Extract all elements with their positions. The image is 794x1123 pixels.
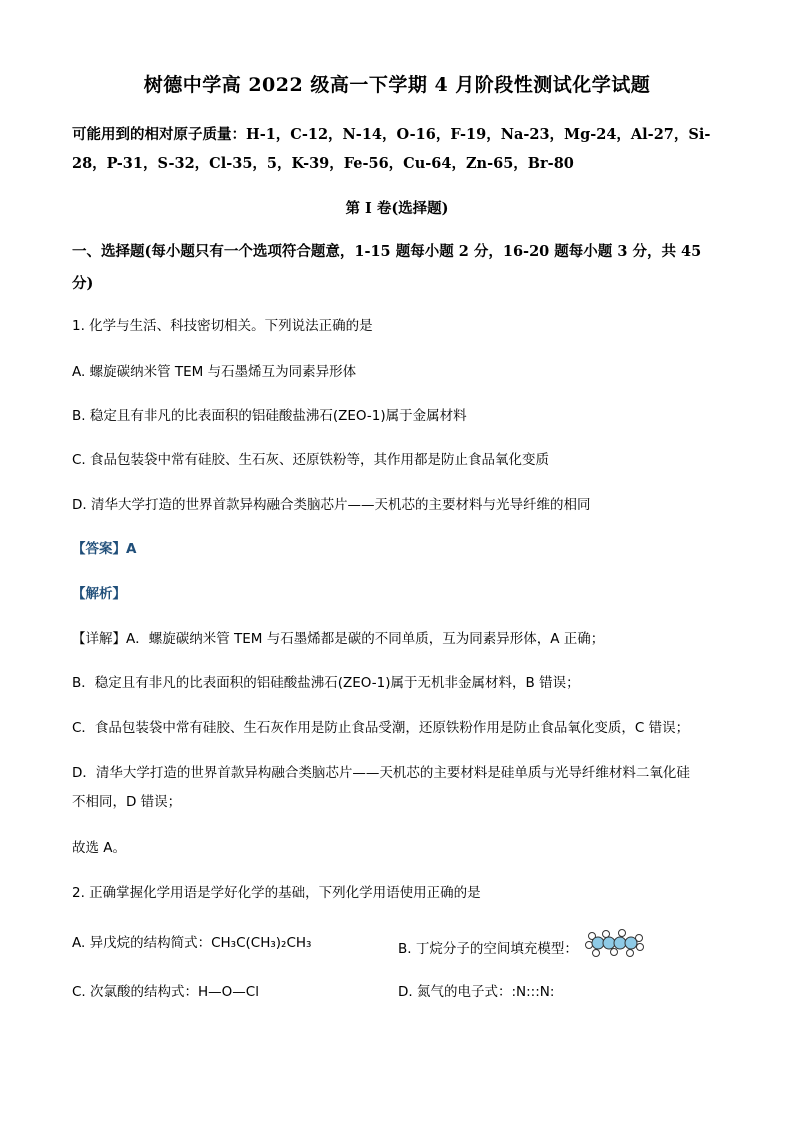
- q1-answer: 【答案】A: [72, 541, 137, 557]
- q2-option-c-formula: H—O—Cl: [198, 984, 259, 1000]
- page-title: 树德中学高 2022 级高一下学期 4 月阶段性测试化学试题: [143, 74, 651, 96]
- q1-detail-c: C．食品包装袋中常有硅胶、生石灰作用是防止食品受潮，还原铁粉作用是防止食品氧化变质，C 错误；: [72, 720, 690, 736]
- q2-option-d-formula: :N:::N:: [511, 984, 555, 1000]
- q2-option-d-label: D. 氮气的电子式：: [398, 984, 512, 1000]
- q1-option-b: B. 稳定且有非凡的比表面积的铝硅酸盐沸石(ZEO-1)属于金属材料: [72, 408, 467, 424]
- atomic-mass-line-1: 可能用到的相对原子质量：H-1，C-12，N-14，O-16，F-19，Na-23，Mg-24，Al-27，Si-: [72, 126, 711, 143]
- atomic-mass-line-2: 28，P-31，S-32，Cl-35，5，K-39，Fe-56，Cu-64，Zn-65，Br-80: [72, 155, 574, 172]
- q2-stem: 2. 正确掌握化学用语是学好化学的基础，下列化学用语使用正确的是: [72, 885, 481, 901]
- q2-option-d: [398, 977, 728, 1008]
- q1-conclusion: 故选 A。: [72, 840, 127, 856]
- q2-option-c-label: C. 次氯酸的结构式：: [72, 984, 199, 1000]
- q2-option-b-label: B. 丁烷分子的空间填充模型：: [398, 941, 578, 957]
- q2-option-b: [398, 928, 728, 970]
- section-heading: 第 I 卷(选择题): [345, 200, 449, 217]
- butane-space-filling-model-icon: [584, 928, 644, 970]
- q1-stem: 1. 化学与生活、科技密切相关。下列说法正确的是: [72, 318, 373, 334]
- q1-detail-d-line-2: 不相同，D 错误；: [72, 794, 182, 810]
- q2-option-a-formula: CH₃C(CH₃)₂CH₃: [211, 935, 312, 951]
- part-heading-line-1: 一、选择题(每小题只有一个选项符合题意，1-15 题每小题 2 分，16-20 题每小题 3 分，共 45: [72, 243, 702, 260]
- q1-option-c: C. 食品包装袋中常有硅胶、生石灰、还原铁粉等，其作用都是防止食品氧化变质: [72, 452, 550, 468]
- q2-option-a-label: A. 异戊烷的结构简式：: [72, 935, 212, 951]
- q1-analysis-label: 【解析】: [72, 586, 126, 602]
- q1-detail-b: B．稳定且有非凡的比表面积的铝硅酸盐沸石(ZEO-1)属于无机非金属材料，B 错误；: [72, 675, 580, 691]
- q1-detail-a: 【详解】A．螺旋碳纳米管 TEM 与石墨烯都是碳的不同单质，互为同素异形体，A 正确；: [72, 631, 605, 647]
- q1-option-d: D. 清华大学打造的世界首款异构融合类脑芯片——天机芯的主要材料与光导纤维的相同: [72, 497, 591, 513]
- q1-option-a: A. 螺旋碳纳米管 TEM 与石墨烯互为同素异形体: [72, 364, 357, 380]
- part-heading-line-2: 分): [72, 275, 94, 292]
- q1-detail-d-line-1: D．清华大学打造的世界首款异构融合类脑芯片——天机芯的主要材料是硅单质与光导纤维材料二氧化硅: [72, 765, 690, 781]
